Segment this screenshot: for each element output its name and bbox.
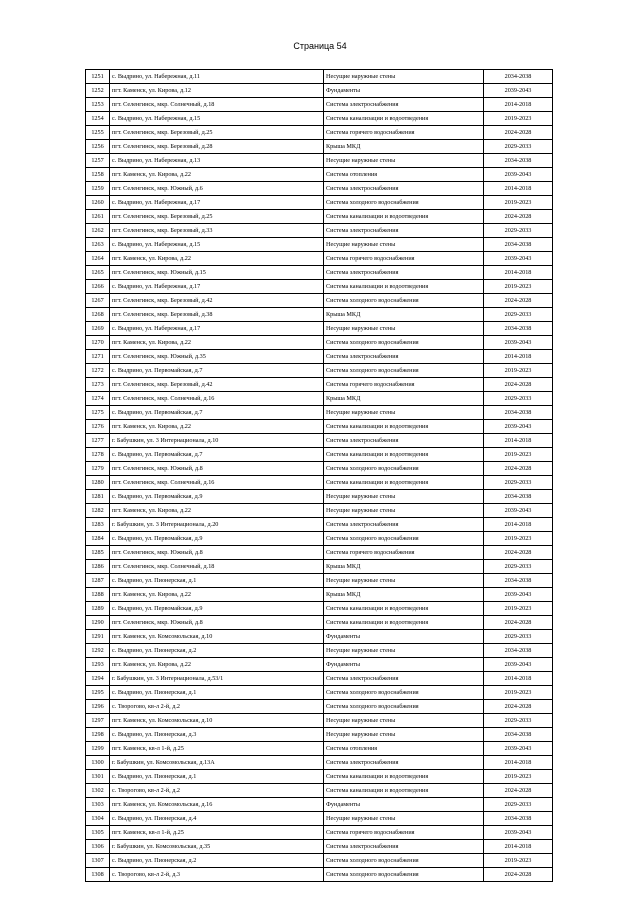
repair-period-cell: 2039-2043: [484, 742, 553, 756]
row-number-cell: 1294: [86, 672, 110, 686]
building-system-cell: Крыша МКД: [324, 560, 484, 574]
address-cell: с. Творогово, кв-л 2-й, д.3: [110, 868, 324, 882]
address-cell: с. Выдрино, ул. Набережная, д.13: [110, 154, 324, 168]
building-system-cell: Крыша МКД: [324, 588, 484, 602]
building-system-cell: Несущие наружные стены: [324, 574, 484, 588]
building-system-cell: Система канализации и водоотведения: [324, 602, 484, 616]
table-row: [86, 210, 553, 224]
table-row: [86, 644, 553, 658]
table-row: [86, 182, 553, 196]
building-system-cell: Фундаменты: [324, 84, 484, 98]
table-row: [86, 406, 553, 420]
table-row: [86, 420, 553, 434]
building-system-cell: Фундаменты: [324, 630, 484, 644]
address-cell: с. Творогово, кв-л 2-й, д.2: [110, 700, 324, 714]
repair-period-cell: 2014-2018: [484, 756, 553, 770]
building-system-cell: Система электроснабжения: [324, 266, 484, 280]
table-row: [86, 490, 553, 504]
table-row: [86, 518, 553, 532]
row-number-cell: 1265: [86, 266, 110, 280]
repair-period-cell: 2034-2038: [484, 322, 553, 336]
repair-period-cell: 2029-2033: [484, 798, 553, 812]
building-system-cell: Фундаменты: [324, 658, 484, 672]
row-number-cell: 1287: [86, 574, 110, 588]
table-row: [86, 714, 553, 728]
table-row: [86, 742, 553, 756]
address-cell: пгт. Каменск, ул. Кирова, д.22: [110, 420, 324, 434]
repair-period-cell: 2029-2033: [484, 224, 553, 238]
row-number-cell: 1305: [86, 826, 110, 840]
address-cell: пгт. Каменск, ул. Кирова, д.22: [110, 168, 324, 182]
address-cell: г. Бабушкин, ул. 3 Интернационала, д.53/1: [110, 672, 324, 686]
table-row: [86, 112, 553, 126]
repair-period-cell: 2024-2028: [484, 868, 553, 882]
row-number-cell: 1269: [86, 322, 110, 336]
building-system-cell: Система горячего водоснабжения: [324, 826, 484, 840]
repair-period-cell: 2019-2023: [484, 532, 553, 546]
repair-period-cell: 2014-2018: [484, 98, 553, 112]
row-number-cell: 1296: [86, 700, 110, 714]
address-cell: пгт. Селенгинск, мкр. Южный, д.35: [110, 350, 324, 364]
table-row: [86, 280, 553, 294]
row-number-cell: 1283: [86, 518, 110, 532]
building-system-cell: Система холодного водоснабжения: [324, 364, 484, 378]
table-row: [86, 70, 553, 84]
table-row: [86, 154, 553, 168]
address-cell: пгт. Селенгинск, мкр. Южный, д.8: [110, 616, 324, 630]
address-cell: пгт. Селенгинск, мкр. Солнечный, д.18: [110, 98, 324, 112]
building-system-cell: Несущие наружные стены: [324, 644, 484, 658]
row-number-cell: 1297: [86, 714, 110, 728]
building-system-cell: Система электроснабжения: [324, 756, 484, 770]
table-row: [86, 630, 553, 644]
table-row: [86, 798, 553, 812]
row-number-cell: 1255: [86, 126, 110, 140]
row-number-cell: 1266: [86, 280, 110, 294]
table-row: [86, 126, 553, 140]
address-cell: пгт. Каменск, ул. Кирова, д.22: [110, 588, 324, 602]
row-number-cell: 1262: [86, 224, 110, 238]
table-row: [86, 756, 553, 770]
address-cell: с. Выдрино, ул. Пионерская, д.4: [110, 812, 324, 826]
table-row: [86, 266, 553, 280]
building-system-cell: Система канализации и водоотведения: [324, 112, 484, 126]
table-row: [86, 700, 553, 714]
repair-period-cell: 2029-2033: [484, 476, 553, 490]
address-cell: с. Выдрино, ул. Первомайская, д.9: [110, 602, 324, 616]
row-number-cell: 1275: [86, 406, 110, 420]
building-system-cell: Система холодного водоснабжения: [324, 854, 484, 868]
table-row: [86, 616, 553, 630]
table-row: [86, 448, 553, 462]
row-number-cell: 1289: [86, 602, 110, 616]
address-cell: с. Выдрино, ул. Первомайская, д.9: [110, 490, 324, 504]
building-system-cell: Несущие наружные стены: [324, 154, 484, 168]
repair-period-cell: 2019-2023: [484, 602, 553, 616]
table-row: [86, 784, 553, 798]
table-row: [86, 504, 553, 518]
building-system-cell: Система электроснабжения: [324, 434, 484, 448]
table-row: [86, 686, 553, 700]
repair-period-cell: 2034-2038: [484, 238, 553, 252]
building-system-cell: Система холодного водоснабжения: [324, 294, 484, 308]
address-cell: пгт. Селенгинск, мкр. Солнечный, д.16: [110, 392, 324, 406]
repair-period-cell: 2039-2043: [484, 84, 553, 98]
repair-period-cell: 2019-2023: [484, 448, 553, 462]
table-row: [86, 476, 553, 490]
row-number-cell: 1298: [86, 728, 110, 742]
row-number-cell: 1267: [86, 294, 110, 308]
building-system-cell: Система электроснабжения: [324, 350, 484, 364]
building-system-cell: Система холодного водоснабжения: [324, 686, 484, 700]
building-system-cell: Система отопления: [324, 168, 484, 182]
table-row: [86, 378, 553, 392]
row-number-cell: 1276: [86, 420, 110, 434]
row-number-cell: 1258: [86, 168, 110, 182]
table-row: [86, 238, 553, 252]
repair-period-cell: 2029-2033: [484, 140, 553, 154]
row-number-cell: 1300: [86, 756, 110, 770]
table-row: [86, 770, 553, 784]
repair-period-cell: 2014-2018: [484, 266, 553, 280]
row-number-cell: 1281: [86, 490, 110, 504]
repair-period-cell: 2034-2038: [484, 574, 553, 588]
table-row: [86, 574, 553, 588]
table-row: [86, 364, 553, 378]
row-number-cell: 1259: [86, 182, 110, 196]
table-row: [86, 588, 553, 602]
repair-period-cell: 2024-2028: [484, 126, 553, 140]
building-system-cell: Система канализации и водоотведения: [324, 280, 484, 294]
address-cell: пгт. Селенгинск, мкр. Березовый, д.42: [110, 378, 324, 392]
table-row: [86, 602, 553, 616]
repair-period-cell: 2034-2038: [484, 644, 553, 658]
repair-period-cell: 2034-2038: [484, 490, 553, 504]
address-cell: пгт. Селенгинск, мкр. Южный, д.15: [110, 266, 324, 280]
row-number-cell: 1301: [86, 770, 110, 784]
address-cell: г. Бабушкин, ул. Комсомольская, д.13А: [110, 756, 324, 770]
building-system-cell: Несущие наружные стены: [324, 238, 484, 252]
repair-period-cell: 2024-2028: [484, 462, 553, 476]
building-system-cell: Система электроснабжения: [324, 840, 484, 854]
row-number-cell: 1291: [86, 630, 110, 644]
table-row: [86, 868, 553, 882]
table-row: [86, 98, 553, 112]
repair-period-cell: 2034-2038: [484, 406, 553, 420]
building-system-cell: Система канализации и водоотведения: [324, 448, 484, 462]
address-cell: с. Выдрино, ул. Первомайская, д.9: [110, 532, 324, 546]
building-system-cell: Несущие наружные стены: [324, 70, 484, 84]
building-system-cell: Крыша МКД: [324, 392, 484, 406]
address-cell: пгт. Каменск, кв-л 1-й, д.25: [110, 742, 324, 756]
address-cell: пгт. Селенгинск, мкр. Березовый, д.38: [110, 308, 324, 322]
row-number-cell: 1307: [86, 854, 110, 868]
row-number-cell: 1253: [86, 98, 110, 112]
address-cell: г. Бабушкин, ул. 3 Интернационала, д.10: [110, 434, 324, 448]
repair-period-cell: 2024-2028: [484, 210, 553, 224]
repair-period-cell: 2034-2038: [484, 154, 553, 168]
building-system-cell: Система электроснабжения: [324, 182, 484, 196]
table-row: [86, 140, 553, 154]
building-system-cell: Система электроснабжения: [324, 224, 484, 238]
building-system-cell: Система электроснабжения: [324, 518, 484, 532]
repair-period-cell: 2039-2043: [484, 658, 553, 672]
table-row: [86, 196, 553, 210]
repair-schedule-table: [85, 69, 553, 882]
table-row: [86, 826, 553, 840]
table-row: [86, 224, 553, 238]
table-row: [86, 322, 553, 336]
repair-period-cell: 2029-2033: [484, 392, 553, 406]
row-number-cell: 1306: [86, 840, 110, 854]
table-body: [86, 70, 553, 882]
repair-period-cell: 2019-2023: [484, 364, 553, 378]
repair-period-cell: 2019-2023: [484, 770, 553, 784]
row-number-cell: 1256: [86, 140, 110, 154]
building-system-cell: Несущие наружные стены: [324, 322, 484, 336]
building-system-cell: Система горячего водоснабжения: [324, 252, 484, 266]
address-cell: с. Выдрино, ул. Первомайская, д.7: [110, 364, 324, 378]
repair-period-cell: 2029-2033: [484, 714, 553, 728]
address-cell: пгт. Селенгинск, мкр. Южный, д.8: [110, 462, 324, 476]
row-number-cell: 1282: [86, 504, 110, 518]
row-number-cell: 1304: [86, 812, 110, 826]
address-cell: с. Выдрино, ул. Первомайская, д.7: [110, 406, 324, 420]
repair-period-cell: 2034-2038: [484, 812, 553, 826]
building-system-cell: Система канализации и водоотведения: [324, 210, 484, 224]
repair-period-cell: 2039-2043: [484, 252, 553, 266]
building-system-cell: Система канализации и водоотведения: [324, 476, 484, 490]
repair-period-cell: 2039-2043: [484, 826, 553, 840]
row-number-cell: 1277: [86, 434, 110, 448]
address-cell: с. Выдрино, ул. Пионерская, д.1: [110, 686, 324, 700]
address-cell: г. Бабушкин, ул. 3 Интернационала, д.20: [110, 518, 324, 532]
table-row: [86, 728, 553, 742]
repair-period-cell: 2019-2023: [484, 112, 553, 126]
row-number-cell: 1260: [86, 196, 110, 210]
table-row: [86, 350, 553, 364]
address-cell: г. Бабушкин, ул. Комсомольская, д.35: [110, 840, 324, 854]
address-cell: с. Выдрино, ул. Набережная, д.17: [110, 196, 324, 210]
row-number-cell: 1263: [86, 238, 110, 252]
building-system-cell: Система отопления: [324, 742, 484, 756]
table-row: [86, 252, 553, 266]
table-row: [86, 840, 553, 854]
row-number-cell: 1278: [86, 448, 110, 462]
address-cell: пгт. Каменск, ул. Комсомольская, д.10: [110, 630, 324, 644]
row-number-cell: 1270: [86, 336, 110, 350]
row-number-cell: 1279: [86, 462, 110, 476]
row-number-cell: 1302: [86, 784, 110, 798]
address-cell: с. Выдрино, ул. Набережная, д.17: [110, 322, 324, 336]
building-system-cell: Несущие наружные стены: [324, 812, 484, 826]
repair-schedule-table-container: [85, 69, 552, 882]
row-number-cell: 1272: [86, 364, 110, 378]
repair-period-cell: 2014-2018: [484, 350, 553, 364]
row-number-cell: 1285: [86, 546, 110, 560]
address-cell: пгт. Каменск, ул. Кирова, д.22: [110, 658, 324, 672]
building-system-cell: Система холодного водоснабжения: [324, 196, 484, 210]
row-number-cell: 1292: [86, 644, 110, 658]
address-cell: пгт. Каменск, ул. Кирова, д.12: [110, 84, 324, 98]
row-number-cell: 1308: [86, 868, 110, 882]
repair-period-cell: 2014-2018: [484, 182, 553, 196]
address-cell: с. Выдрино, ул. Набережная, д.15: [110, 238, 324, 252]
table-row: [86, 812, 553, 826]
address-cell: пгт. Селенгинск, мкр. Березовый, д.28: [110, 140, 324, 154]
row-number-cell: 1280: [86, 476, 110, 490]
table-row: [86, 168, 553, 182]
row-number-cell: 1264: [86, 252, 110, 266]
row-number-cell: 1251: [86, 70, 110, 84]
address-cell: пгт. Каменск, кв-л 1-й, д.25: [110, 826, 324, 840]
address-cell: пгт. Селенгинск, мкр. Березовый, д.25: [110, 210, 324, 224]
row-number-cell: 1271: [86, 350, 110, 364]
table-row: [86, 294, 553, 308]
building-system-cell: Система канализации и водоотведения: [324, 616, 484, 630]
row-number-cell: 1303: [86, 798, 110, 812]
building-system-cell: Система канализации и водоотведения: [324, 784, 484, 798]
table-row: [86, 336, 553, 350]
repair-period-cell: 2024-2028: [484, 546, 553, 560]
row-number-cell: 1273: [86, 378, 110, 392]
table-row: [86, 672, 553, 686]
repair-period-cell: 2039-2043: [484, 420, 553, 434]
address-cell: пгт. Селенгинск, мкр. Южный, д.6: [110, 182, 324, 196]
address-cell: пгт. Каменск, ул. Комсомольская, д.10: [110, 714, 324, 728]
building-system-cell: Система горячего водоснабжения: [324, 546, 484, 560]
row-number-cell: 1299: [86, 742, 110, 756]
row-number-cell: 1288: [86, 588, 110, 602]
table-row: [86, 658, 553, 672]
address-cell: с. Выдрино, ул. Пионерская, д.3: [110, 728, 324, 742]
row-number-cell: 1274: [86, 392, 110, 406]
repair-period-cell: 2039-2043: [484, 336, 553, 350]
repair-period-cell: 2024-2028: [484, 700, 553, 714]
row-number-cell: 1252: [86, 84, 110, 98]
building-system-cell: Система горячего водоснабжения: [324, 378, 484, 392]
repair-period-cell: 2029-2033: [484, 560, 553, 574]
row-number-cell: 1254: [86, 112, 110, 126]
building-system-cell: Крыша МКД: [324, 308, 484, 322]
table-row: [86, 392, 553, 406]
row-number-cell: 1284: [86, 532, 110, 546]
repair-period-cell: 2019-2023: [484, 196, 553, 210]
repair-period-cell: 2019-2023: [484, 854, 553, 868]
repair-period-cell: 2039-2043: [484, 588, 553, 602]
address-cell: с. Выдрино, ул. Пионерская, д.2: [110, 854, 324, 868]
building-system-cell: Система горячего водоснабжения: [324, 126, 484, 140]
building-system-cell: Система холодного водоснабжения: [324, 868, 484, 882]
address-cell: с. Выдрино, ул. Набережная, д.11: [110, 70, 324, 84]
row-number-cell: 1257: [86, 154, 110, 168]
row-number-cell: 1261: [86, 210, 110, 224]
row-number-cell: 1295: [86, 686, 110, 700]
building-system-cell: Система холодного водоснабжения: [324, 700, 484, 714]
table-row: [86, 434, 553, 448]
building-system-cell: Несущие наружные стены: [324, 504, 484, 518]
address-cell: пгт. Селенгинск, мкр. Солнечный, д.16: [110, 476, 324, 490]
address-cell: с. Выдрино, ул. Пионерская, д.1: [110, 574, 324, 588]
address-cell: с. Выдрино, ул. Пионерская, д.2: [110, 644, 324, 658]
address-cell: с. Выдрино, ул. Первомайская, д.7: [110, 448, 324, 462]
building-system-cell: Несущие наружные стены: [324, 406, 484, 420]
table-row: [86, 462, 553, 476]
table-row: [86, 560, 553, 574]
address-cell: с. Творогово, кв-л 2-й, д.2: [110, 784, 324, 798]
repair-period-cell: 2019-2023: [484, 686, 553, 700]
address-cell: пгт. Каменск, ул. Кирова, д.22: [110, 336, 324, 350]
building-system-cell: Система холодного водоснабжения: [324, 336, 484, 350]
repair-period-cell: 2034-2038: [484, 728, 553, 742]
address-cell: пгт. Селенгинск, мкр. Солнечный, д.18: [110, 560, 324, 574]
building-system-cell: Система электроснабжения: [324, 98, 484, 112]
repair-period-cell: 2014-2018: [484, 434, 553, 448]
building-system-cell: Система холодного водоснабжения: [324, 532, 484, 546]
building-system-cell: Система канализации и водоотведения: [324, 770, 484, 784]
repair-period-cell: 2014-2018: [484, 672, 553, 686]
table-row: [86, 308, 553, 322]
building-system-cell: Система электроснабжения: [324, 672, 484, 686]
repair-period-cell: 2024-2028: [484, 784, 553, 798]
row-number-cell: 1286: [86, 560, 110, 574]
table-row: [86, 854, 553, 868]
address-cell: пгт. Селенгинск, мкр. Южный, д.8: [110, 546, 324, 560]
building-system-cell: Система холодного водоснабжения: [324, 462, 484, 476]
building-system-cell: Несущие наружные стены: [324, 490, 484, 504]
table-row: [86, 546, 553, 560]
address-cell: с. Выдрино, ул. Пионерская, д.1: [110, 770, 324, 784]
repair-period-cell: 2029-2033: [484, 630, 553, 644]
repair-period-cell: 2024-2028: [484, 616, 553, 630]
address-cell: пгт. Селенгинск, мкр. Березовый, д.25: [110, 126, 324, 140]
address-cell: с. Выдрино, ул. Набережная, д.17: [110, 280, 324, 294]
address-cell: пгт. Каменск, ул. Кирова, д.22: [110, 252, 324, 266]
repair-period-cell: 2024-2028: [484, 378, 553, 392]
repair-period-cell: 2039-2043: [484, 168, 553, 182]
repair-period-cell: 2014-2018: [484, 518, 553, 532]
building-system-cell: Фундаменты: [324, 798, 484, 812]
row-number-cell: 1268: [86, 308, 110, 322]
address-cell: с. Выдрино, ул. Набережная, д.15: [110, 112, 324, 126]
building-system-cell: Крыша МКД: [324, 140, 484, 154]
building-system-cell: Несущие наружные стены: [324, 728, 484, 742]
row-number-cell: 1290: [86, 616, 110, 630]
table-row: [86, 532, 553, 546]
address-cell: пгт. Селенгинск, мкр. Березовый, д.33: [110, 224, 324, 238]
repair-period-cell: 2039-2043: [484, 504, 553, 518]
repair-period-cell: 2019-2023: [484, 280, 553, 294]
repair-period-cell: 2029-2033: [484, 308, 553, 322]
repair-period-cell: 2034-2038: [484, 70, 553, 84]
table-row: [86, 84, 553, 98]
repair-period-cell: 2024-2028: [484, 294, 553, 308]
building-system-cell: Несущие наружные стены: [324, 714, 484, 728]
page-title: Страница 54: [293, 41, 347, 51]
repair-period-cell: 2014-2018: [484, 840, 553, 854]
address-cell: пгт. Селенгинск, мкр. Березовый, д.42: [110, 294, 324, 308]
address-cell: пгт. Каменск, ул. Кирова, д.22: [110, 504, 324, 518]
row-number-cell: 1293: [86, 658, 110, 672]
address-cell: пгт. Каменск, ул. Комсомольская, д.16: [110, 798, 324, 812]
building-system-cell: Система канализации и водоотведения: [324, 420, 484, 434]
